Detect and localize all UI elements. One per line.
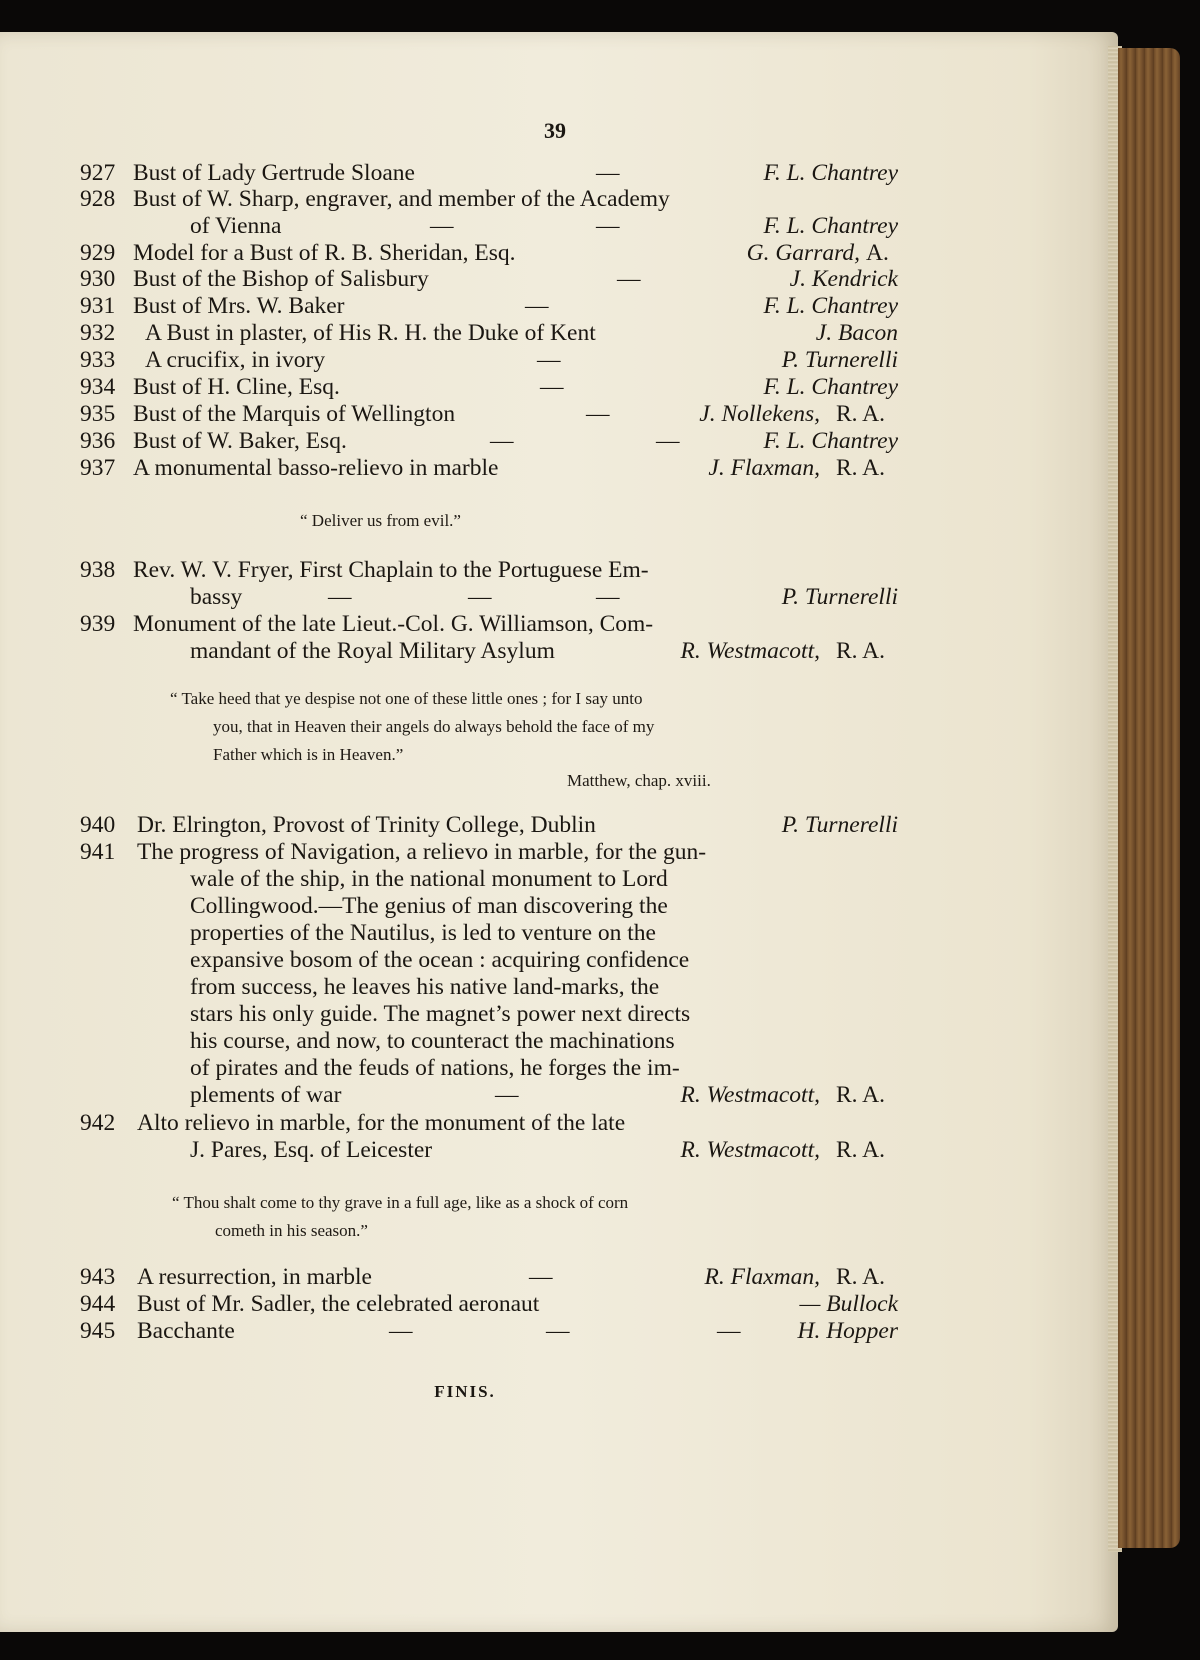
artist-name: F. L. Chantrey [763,374,898,400]
dash: — [546,1318,570,1344]
entry-title: A Bust in plaster, of His R. H. the Duke of Kent [145,320,596,346]
entry-title: Rev. W. V. Fryer, First Chaplain to the Portuguese Em- [133,557,649,583]
entry-number: 940 [80,812,116,838]
quotation: “ Deliver us from evil.” [300,511,461,530]
entry-number: 928 [80,186,116,212]
artist-name: F. L. Chantrey [763,428,898,454]
entry-title: Dr. Elrington, Provost of Trinity College, Dublin [137,812,596,838]
catalogue-entry-continued [0,584,900,610]
catalogue-entry [0,160,900,186]
entry-number: 941 [80,839,116,865]
entry-number: 934 [80,374,116,400]
entry-title-continued: of Vienna [190,213,282,239]
artist-suffix: R. A. [836,455,885,481]
entry-title: Bust of the Marquis of Wellington [133,401,456,427]
entry-number: 944 [80,1291,116,1317]
entry-description-line [0,974,900,1000]
artist-name: J. Kendrick [789,266,898,292]
entry-description-line [0,1082,900,1108]
dash: — [617,266,641,292]
entry-description-line [0,1001,900,1027]
entry-title: Bust of Mr. Sadler, the celebrated aeronaut [137,1291,540,1317]
dash: — [389,1318,413,1344]
dash: — [430,213,454,239]
quotation-line: you, that in Heaven their angels do always behold the face of my [213,717,655,736]
entry-number: 927 [80,160,116,186]
entry-title: Bust of Lady Gertrude Sloane [133,160,415,186]
artist-name: R. Westmacott, [680,638,820,664]
entry-description-line [0,893,900,919]
catalogue-entry [0,839,900,865]
entry-number: 935 [80,401,116,427]
artist-name: P. Turnerelli [781,812,898,838]
dash: — [495,1082,519,1108]
quotation-line: Father which is in Heaven.” [213,745,404,764]
catalogue-entry [0,611,900,637]
entry-title-continued: expansive bosom of the ocean : acquiring confidence [190,947,690,973]
entry-description-line [0,1028,900,1054]
artist-name: J. Flaxman, [708,455,820,481]
catalogue-entry [0,1110,900,1136]
catalogue-entry [0,293,900,319]
catalogue-entry [0,266,900,292]
quotation-source: Matthew, chap. xviii. [567,771,711,790]
entry-number: 943 [80,1264,116,1290]
artist-name: F. L. Chantrey [763,160,898,186]
entry-description-line [0,920,900,946]
dash: — [468,584,492,610]
dash: — [717,1318,741,1344]
entry-title: Bust of W. Baker, Esq. [133,428,347,454]
entry-description-line [0,866,900,892]
entry-title: A resurrection, in marble [137,1264,372,1290]
catalogue-entry [0,401,900,427]
entry-number: 931 [80,293,116,319]
dash: — [596,584,620,610]
quotation-line: cometh in his season.” [215,1221,368,1240]
entry-title: Bust of H. Cline, Esq. [133,374,340,400]
entry-number: 937 [80,455,116,481]
artist-name: R. Westmacott, [680,1082,820,1108]
artist-name: R. Flaxman, [704,1264,820,1290]
quotation-line: “ Take heed that ye despise not one of these little ones ; for I say unto [170,689,643,708]
catalogue-entry [0,557,900,583]
catalogue-entry [0,1291,900,1317]
catalogue-entry [0,374,900,400]
entry-description-line [0,947,900,973]
entry-number: 929 [80,240,116,266]
artist-suffix: R. A. [836,1082,885,1108]
artist-suffix: R. A. [836,401,885,427]
artist-suffix: A. [866,240,889,266]
dash: — [525,293,549,319]
entry-title: A monumental basso-relievo in marble [133,455,499,481]
book-spine [1118,48,1180,1548]
dash: — [586,401,610,427]
entry-title: The progress of Navigation, a relievo in marble, for the gun- [137,839,707,865]
dash: — [596,160,620,186]
quotation-line: “ Thou shalt come to thy grave in a full age, like as a shock of corn [172,1193,629,1212]
entry-title-continued: J. Pares, Esq. of Leicester [190,1137,433,1163]
entry-title: Model for a Bust of R. B. Sheridan, Esq. [133,240,516,266]
dash: — [328,584,352,610]
artist-name: R. Westmacott, [680,1137,820,1163]
entry-title: Bust of the Bishop of Salisbury [133,266,429,292]
entry-title: Bacchante [137,1318,235,1344]
entry-title-continued: properties of the Nautilus, is led to venture on the [190,920,656,946]
entry-title-continued: bassy [190,584,243,610]
entry-title-continued: Collingwood.—The genius of man discovering the [190,893,668,919]
dash: — [537,347,561,373]
entry-number: 936 [80,428,116,454]
entry-title-continued: wale of the ship, in the national monument to Lord [190,866,668,892]
entry-title-continued: his course, and now, to counteract the machinations [190,1028,675,1054]
dash: — [540,374,564,400]
dash: — [656,428,680,454]
catalogue-entry [0,428,900,454]
catalogue-entry-continued [0,638,900,664]
dash: — [490,428,514,454]
entry-title: Bust of W. Sharp, engraver, and member of the Academy [133,186,670,212]
artist-name: F. L. Chantrey [763,293,898,319]
entry-number: 933 [80,347,116,373]
artist-name: P. Turnerelli [781,347,898,373]
catalogue-entry [0,1264,900,1290]
artist-suffix: R. A. [836,1264,885,1290]
catalogue-entry [0,320,900,346]
dash: — [596,213,620,239]
artist-name: G. Garrard, [746,240,860,266]
catalogue-entry [0,812,900,838]
entry-title-continued: of pirates and the feuds of nations, he forges the im- [190,1055,680,1081]
entry-title: Alto relievo in marble, for the monument of the late [137,1110,626,1136]
entry-number: 930 [80,266,116,292]
artist-suffix: R. A. [836,1137,885,1163]
entry-description-line [0,1055,900,1081]
entry-number: 945 [80,1318,116,1344]
artist-name: J. Nollekens, [699,401,820,427]
artist-name: P. Turnerelli [781,584,898,610]
entry-title-continued: from success, he leaves his native land-marks, the [190,974,660,1000]
entry-title: A crucifix, in ivory [145,347,326,373]
artist-name: — Bullock [799,1291,898,1317]
entry-description-line [0,1137,900,1163]
catalogue-entry [0,455,900,481]
entry-number: 938 [80,557,116,583]
catalogue-entry [0,347,900,373]
artist-suffix: R. A. [836,638,885,664]
catalogue-entry [0,186,900,212]
artist-name: H. Hopper [797,1318,898,1344]
catalogue-entry [0,240,900,266]
artist-name: F. L. Chantrey [763,213,898,239]
entry-title-continued: stars his only guide. The magnet’s power next directs [190,1001,691,1027]
entry-number: 932 [80,320,116,346]
catalogue-entry [0,1318,900,1344]
entry-number: 939 [80,611,116,637]
entry-number: 942 [80,1110,116,1136]
catalogue-entry-continued [0,213,900,239]
dash: — [529,1264,553,1290]
artist-name: J. Bacon [815,320,898,346]
entry-title: Monument of the late Lieut.-Col. G. Williamson, Com- [133,611,654,637]
entry-title: Bust of Mrs. W. Baker [133,293,345,319]
entry-title-continued: mandant of the Royal Military Asylum [190,638,555,664]
finis-label: FINIS. [434,1382,496,1401]
page-number: 39 [544,118,566,143]
entry-title-continued: plements of war [190,1082,342,1108]
